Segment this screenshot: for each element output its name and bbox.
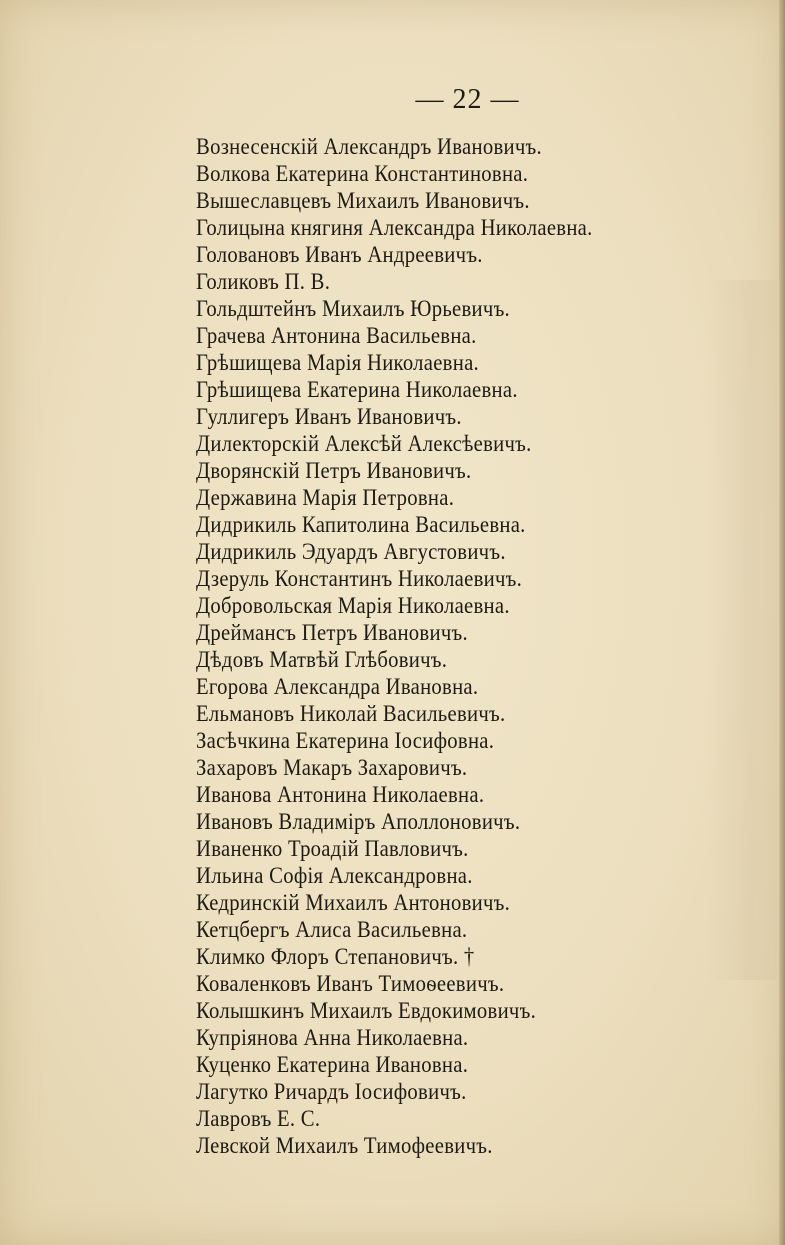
- list-item: Егорова Александра Ивановна.: [196, 674, 479, 699]
- list-item: Дидрикиль Эдуардъ Августовичъ.: [196, 539, 506, 564]
- list-item: Голиковъ П. В.: [196, 269, 331, 294]
- show-through-text: [707, 280, 777, 980]
- list-item: Климко Флоръ Степановичъ. †: [196, 944, 475, 969]
- list-item: Грѣшищева Марія Николаевна.: [196, 350, 479, 375]
- list-item: Головановъ Иванъ Андреевичъ.: [196, 242, 483, 267]
- list-item: Дилекторскій Алексѣй Алексѣевичъ.: [196, 431, 532, 456]
- list-item: Колышкинъ Михаилъ Евдокимовичъ.: [196, 998, 537, 1023]
- list-item: Грачева Антонина Васильевна.: [196, 323, 477, 348]
- name-list: [196, 133, 637, 1159]
- list-item: Лагутко Ричардъ Іосифовичъ.: [196, 1079, 467, 1104]
- list-item: Иванова Антонина Николаевна.: [196, 782, 485, 807]
- list-item: Гольдштейнъ Михаилъ Юрьевичъ.: [196, 296, 511, 321]
- list-item: Вышеславцевъ Михаилъ Ивановичъ.: [196, 188, 530, 213]
- list-item: Дѣдовъ Матвѣй Глѣбовичъ.: [196, 647, 448, 672]
- list-item: Ельмановъ Николай Васильевичъ.: [196, 701, 506, 726]
- list-item: Дзеруль Константинъ Николаевичъ.: [196, 566, 523, 591]
- page-edge-shadow: [779, 0, 785, 1245]
- list-item: Коваленковъ Иванъ Тимоѳеевичъ.: [196, 971, 505, 996]
- page-number: — 22 —: [415, 84, 520, 115]
- list-item: Лавровъ Е. С.: [196, 1106, 321, 1131]
- list-item: Грѣшищева Екатерина Николаевна.: [196, 377, 518, 402]
- list-item: Голицына княгиня Александра Николаевна.: [196, 215, 593, 240]
- list-item: Кетцбергъ Алиса Васильевна.: [196, 917, 468, 942]
- list-item: Кедринскій Михаилъ Антоновичъ.: [196, 890, 511, 915]
- list-item: Вознесенскій Александръ Ивановичъ.: [196, 134, 542, 159]
- list-item: Дреймансъ Петръ Ивановичъ.: [196, 620, 468, 645]
- list-item: Добровольская Марія Николаевна.: [196, 593, 510, 618]
- list-item: Дворянскій Петръ Ивановичъ.: [196, 458, 472, 483]
- list-item: Ильина Софія Александровна.: [196, 863, 473, 888]
- list-item: Куценко Екатерина Ивановна.: [196, 1052, 469, 1077]
- list-item: Левской Михаилъ Тимофеевичъ.: [196, 1133, 493, 1158]
- list-item: Волкова Екатерина Константиновна.: [196, 161, 529, 186]
- list-item: Иваненко Троадій Павловичъ.: [196, 836, 469, 861]
- list-item: Гуллигеръ Иванъ Ивановичъ.: [196, 404, 462, 429]
- list-item: Державина Марія Петровна.: [196, 485, 455, 510]
- list-item: Дидрикиль Капитолина Васильевна.: [196, 512, 526, 537]
- list-item: Ивановъ Владиміръ Аполлоновичъ.: [196, 809, 521, 834]
- list-item: Засѣчкина Екатерина Іосифовна.: [196, 728, 495, 753]
- list-item: Захаровъ Макаръ Захаровичъ.: [196, 755, 468, 780]
- list-item: Купріянова Анна Николаевна.: [196, 1025, 469, 1050]
